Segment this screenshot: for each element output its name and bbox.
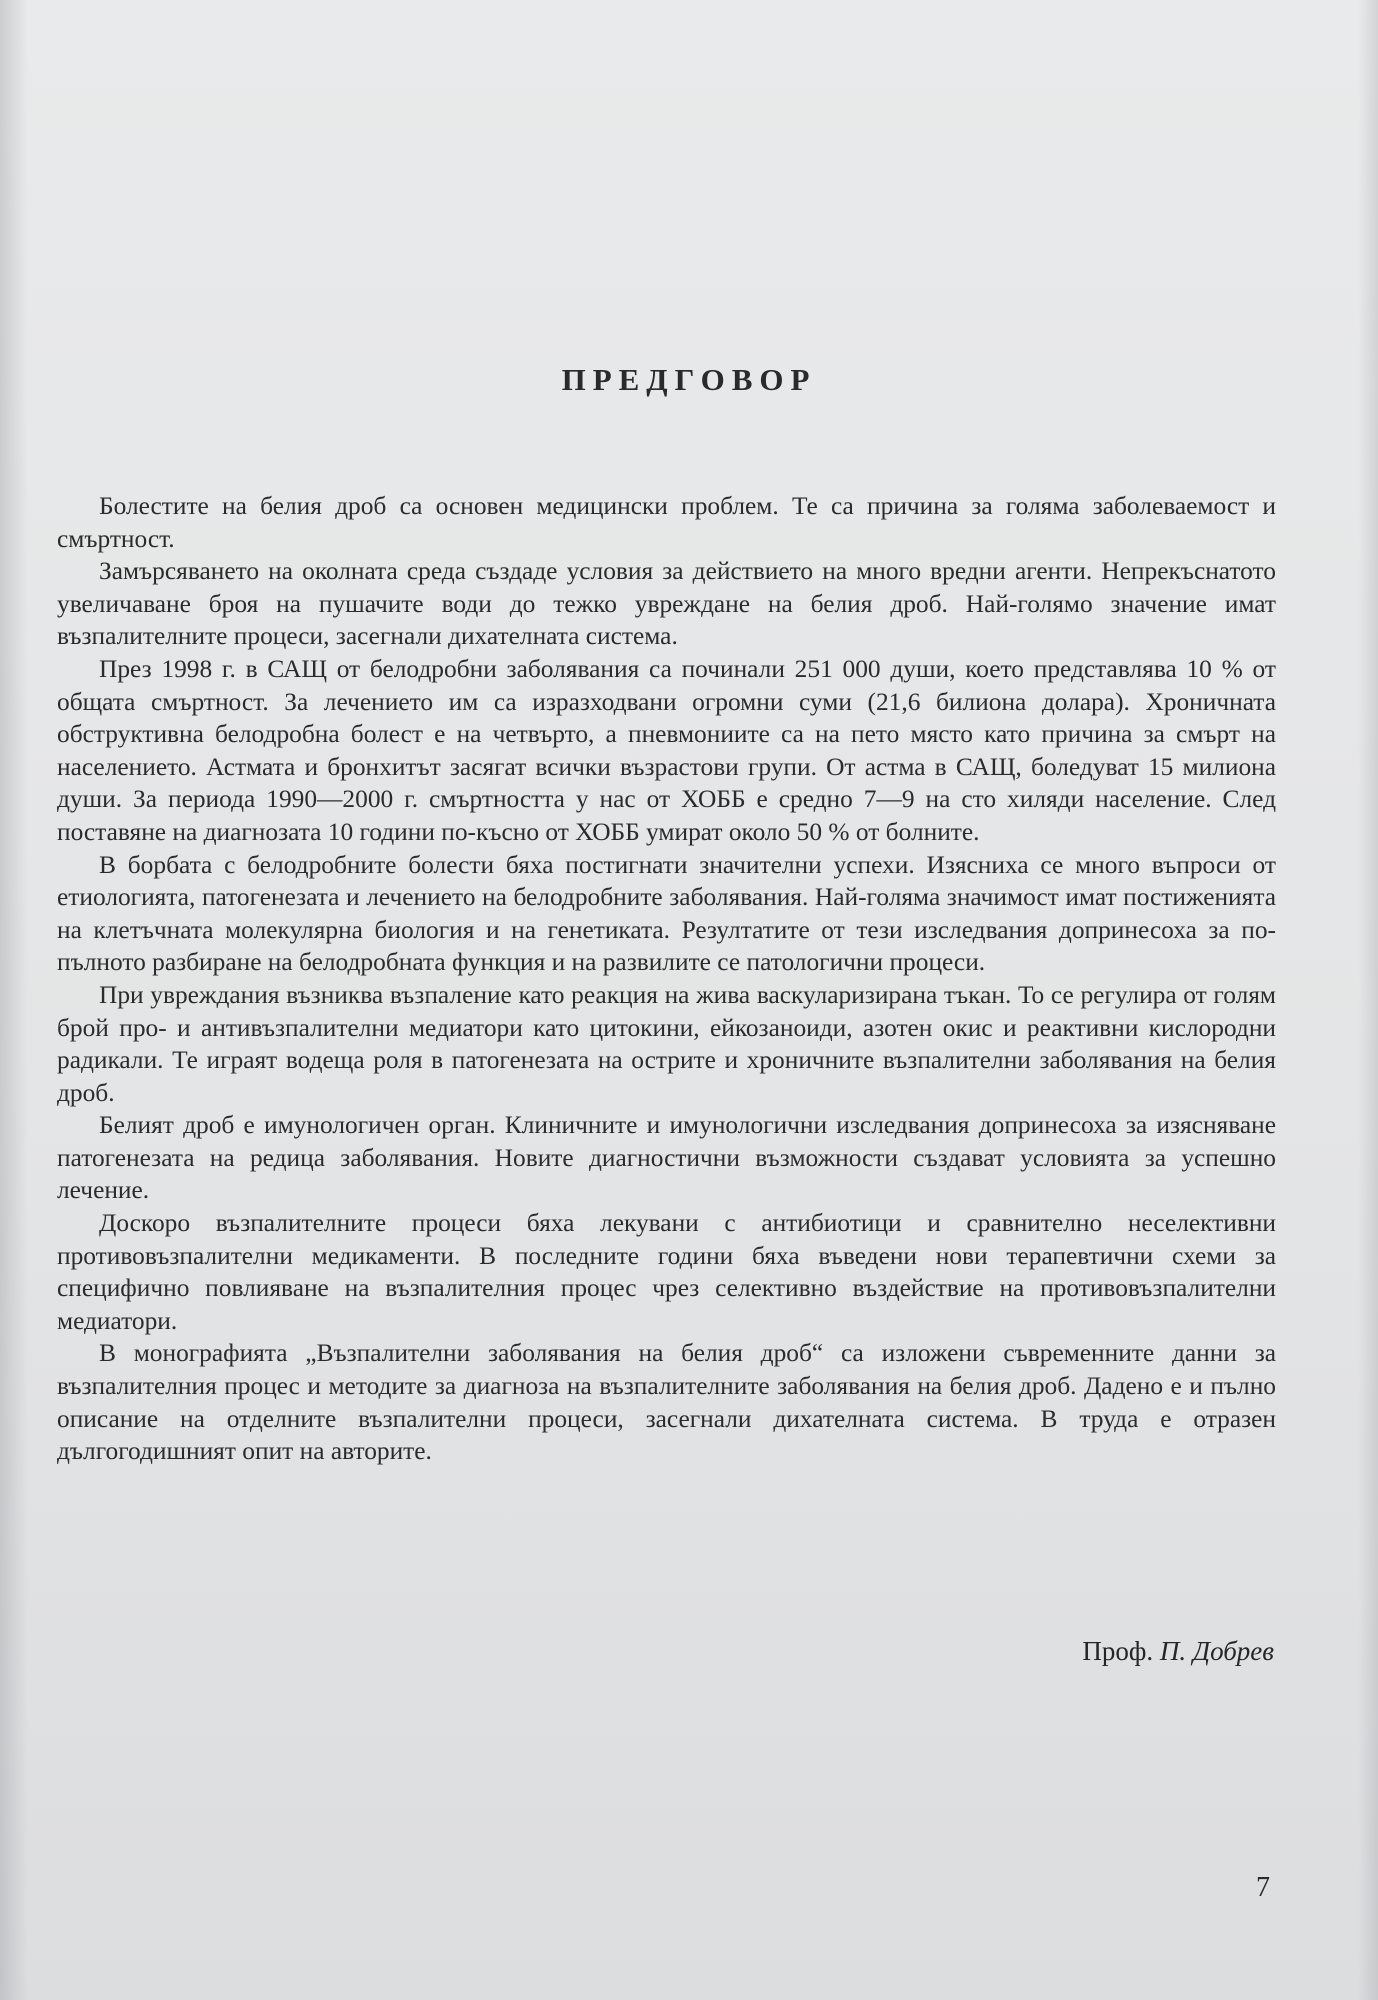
author-title: Проф. — [1082, 1636, 1154, 1666]
paragraph: Болестите на белия дроб са основен медицински проблем. Те са причина за голяма заболеваемост и смъртност. — [57, 492, 1276, 553]
page-number: 7 — [1256, 1872, 1270, 1903]
page-title: ПРЕДГОВОР — [561, 362, 817, 397]
paragraph: В борбата с белодробните болести бяха постигнати значителни успехи. Изясниха се много въпроси от етиологията, патогенезата и лечението на белодробните заболявания. Най-голяма значимост имат постиженията на клетъчната молекулярна биология и на генетиката. Резултатите от тези изследвания допринесоха за по-пълното разбиране на белодробната функция и на развилите се патологични процеси. — [57, 850, 1276, 977]
author-signature — [1082, 1636, 1274, 1667]
page-edge-shadow-right — [1358, 0, 1378, 2000]
paragraph: Доскоро възпалителните процеси бяха лекувани с антибиотици и сравнително неселективни противовъзпалителни медикаменти. В последните години бяха въведени нови терапевтични схеми за специфично повлияване на възпалителния процес чрез селективно въздействие на противовъзпалителни медиатори. — [57, 1209, 1276, 1335]
author-name: П. Добрев — [1159, 1636, 1274, 1666]
preface-body — [57, 490, 1276, 1468]
page-edge-shadow-left — [0, 0, 28, 2000]
paragraph: Замърсяването на околната среда създаде условия за действието на много вредни агенти. Непрекъснатото увеличаване броя на пушачите води до тежко увреждане на белия дроб. Най-голямо значение имат възпалителните процеси, засегнали дихателната система. — [57, 557, 1276, 651]
paragraph: През 1998 г. в САЩ от белодробни заболявания са починали 251 000 души, което представлява 10 % от общата смъртност. За лечението им са изразходвани огромни суми (21,6 билиона долара). Хроничната обструктивна белодробна болест е на четвърто, а пневмониите са на пето място като причина за смърт на населението. Астмата и бронхитът засягат всички възрастови групи. От астма в САЩ, боледуват 15 милиона души. За периода 1990—2000 г. смъртността у нас от ХОББ е средно 7—9 на сто хиляди население. След поставяне на диагнозата 10 години по-късно от ХОББ умират около 50 % от болните. — [57, 654, 1276, 846]
paragraph: Белият дроб е имунологичен орган. Клиничните и имунологични изследвания допринесоха за изясняване патогенезата на редица заболявания. Новите диагностични възможности създават условията за успешно лечение. — [57, 1111, 1276, 1205]
paragraph: При увреждания възниква възпаление като реакция на жива васкуларизирана тъкан. То се регулира от голям брой про- и антивъзпалителни медиатори като цитокини, ейкозаноиди, азотен окис и реактивни кислородни радикали. Те играят водеща роля в патогенезата на острите и хроничните възпалителни заболявания на белия дроб. — [57, 980, 1276, 1107]
paragraph: В монографията „Възпалителни заболявания на белия дроб“ са изложени съвременните данни за възпалителния процес и методите за диагноза на възпалителните заболявания на белия дроб. Дадено е и пълно описание на отделните възпалителни процеси, засегнали дихателната система. В труда е отразен дългогодишният опит на авторите. — [57, 1339, 1276, 1466]
